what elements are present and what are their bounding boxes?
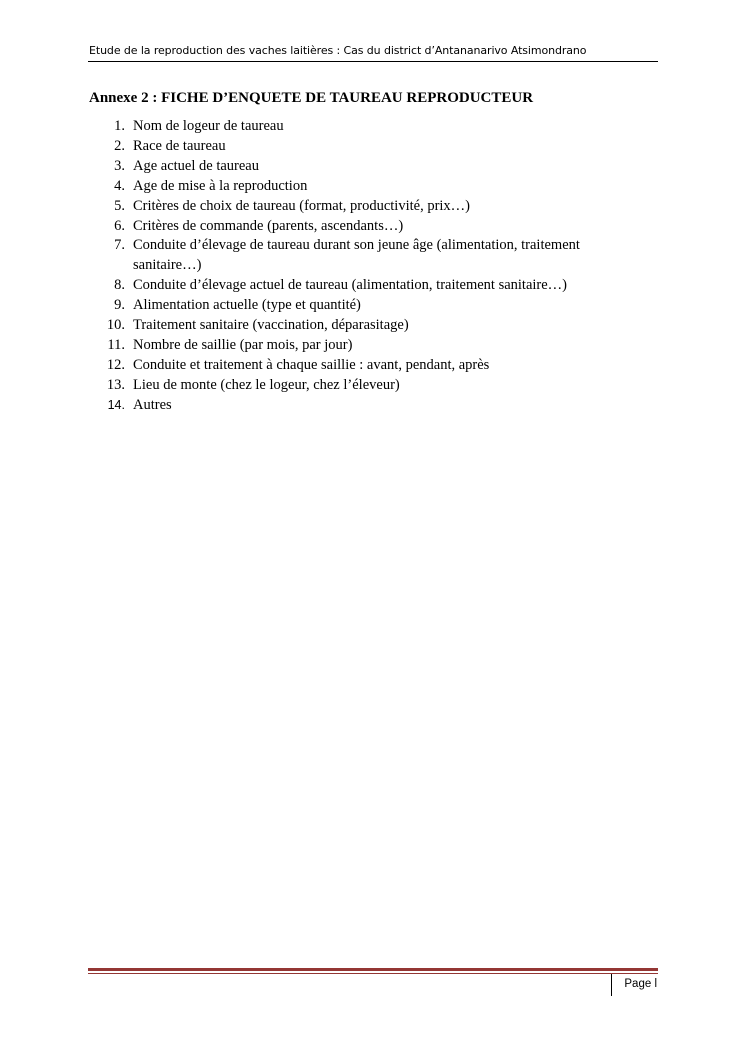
list-item xyxy=(89,157,629,177)
footer-separator xyxy=(611,974,612,996)
list-item xyxy=(89,217,629,237)
item-text: Alimentation actuelle (type et quantité) xyxy=(133,297,361,314)
item-text: Nombre de saillie (par mois, par jour) xyxy=(133,336,353,353)
list-item xyxy=(89,396,629,416)
item-number: 1. xyxy=(114,118,125,134)
item-text: Traitement sanitaire (vaccination, déparasitage) xyxy=(133,317,409,334)
running-header: Etude de la reproduction des vaches laitières : Cas du district d’Antananarivo Atsimondrano xyxy=(89,44,587,57)
item-number: 7. xyxy=(114,237,125,254)
survey-question-list xyxy=(89,117,629,416)
annex-title: Annexe 2 : FICHE D’ENQUETE DE TAUREAU REPRODUCTEUR xyxy=(89,90,534,106)
list-item xyxy=(89,296,629,316)
item-text: Age actuel de taureau xyxy=(133,157,259,174)
item-number: 13. xyxy=(106,376,125,393)
list-item xyxy=(89,177,629,197)
item-text: Conduite d’élevage actuel de taureau (alimentation, traitement sanitaire…) xyxy=(133,277,568,294)
item-number: 4. xyxy=(114,177,125,194)
item-number: 5. xyxy=(114,197,125,214)
item-number: 12. xyxy=(106,356,125,373)
item-number: 11. xyxy=(107,336,125,353)
item-text: Critères de choix de taureau (format, productivité, prix…) xyxy=(133,197,471,214)
list-item xyxy=(89,236,629,276)
item-number: 8. xyxy=(114,277,125,294)
item-number: 9. xyxy=(114,297,125,314)
item-text: Lieu de monte (chez le logeur, chez l’éleveur) xyxy=(133,376,400,393)
page-number: l xyxy=(654,978,657,990)
list-item xyxy=(89,117,629,137)
item-text: Conduite d’élevage de taureau durant son jeune âge (alimentation, traitement sanitaire…) xyxy=(133,237,580,274)
footer-divider-thick xyxy=(88,968,658,971)
item-text: Nom de logeur de taureau xyxy=(133,118,284,134)
list-item xyxy=(89,197,629,217)
list-item xyxy=(89,137,629,157)
header-divider xyxy=(88,61,658,62)
item-text: Race de taureau xyxy=(133,137,226,154)
list-item xyxy=(89,316,629,336)
item-text: Age de mise à la reproduction xyxy=(133,177,308,194)
list-item xyxy=(89,336,629,356)
item-text: Autres xyxy=(133,396,172,413)
item-text: Conduite et traitement à chaque saillie : avant, pendant, après xyxy=(133,356,490,373)
list-item xyxy=(89,356,629,376)
item-number: 14. xyxy=(107,397,125,412)
item-text: Critères de commande (parents, ascendants…) xyxy=(133,217,404,234)
list-item xyxy=(89,276,629,296)
page-label: Page xyxy=(624,978,652,990)
item-number: 10. xyxy=(106,317,125,334)
list-item xyxy=(89,376,629,396)
item-number: 6. xyxy=(114,217,125,234)
item-number: 2. xyxy=(114,137,125,154)
item-number: 3. xyxy=(114,157,125,174)
footer-divider-thin xyxy=(88,973,658,974)
page-footer xyxy=(624,977,657,991)
